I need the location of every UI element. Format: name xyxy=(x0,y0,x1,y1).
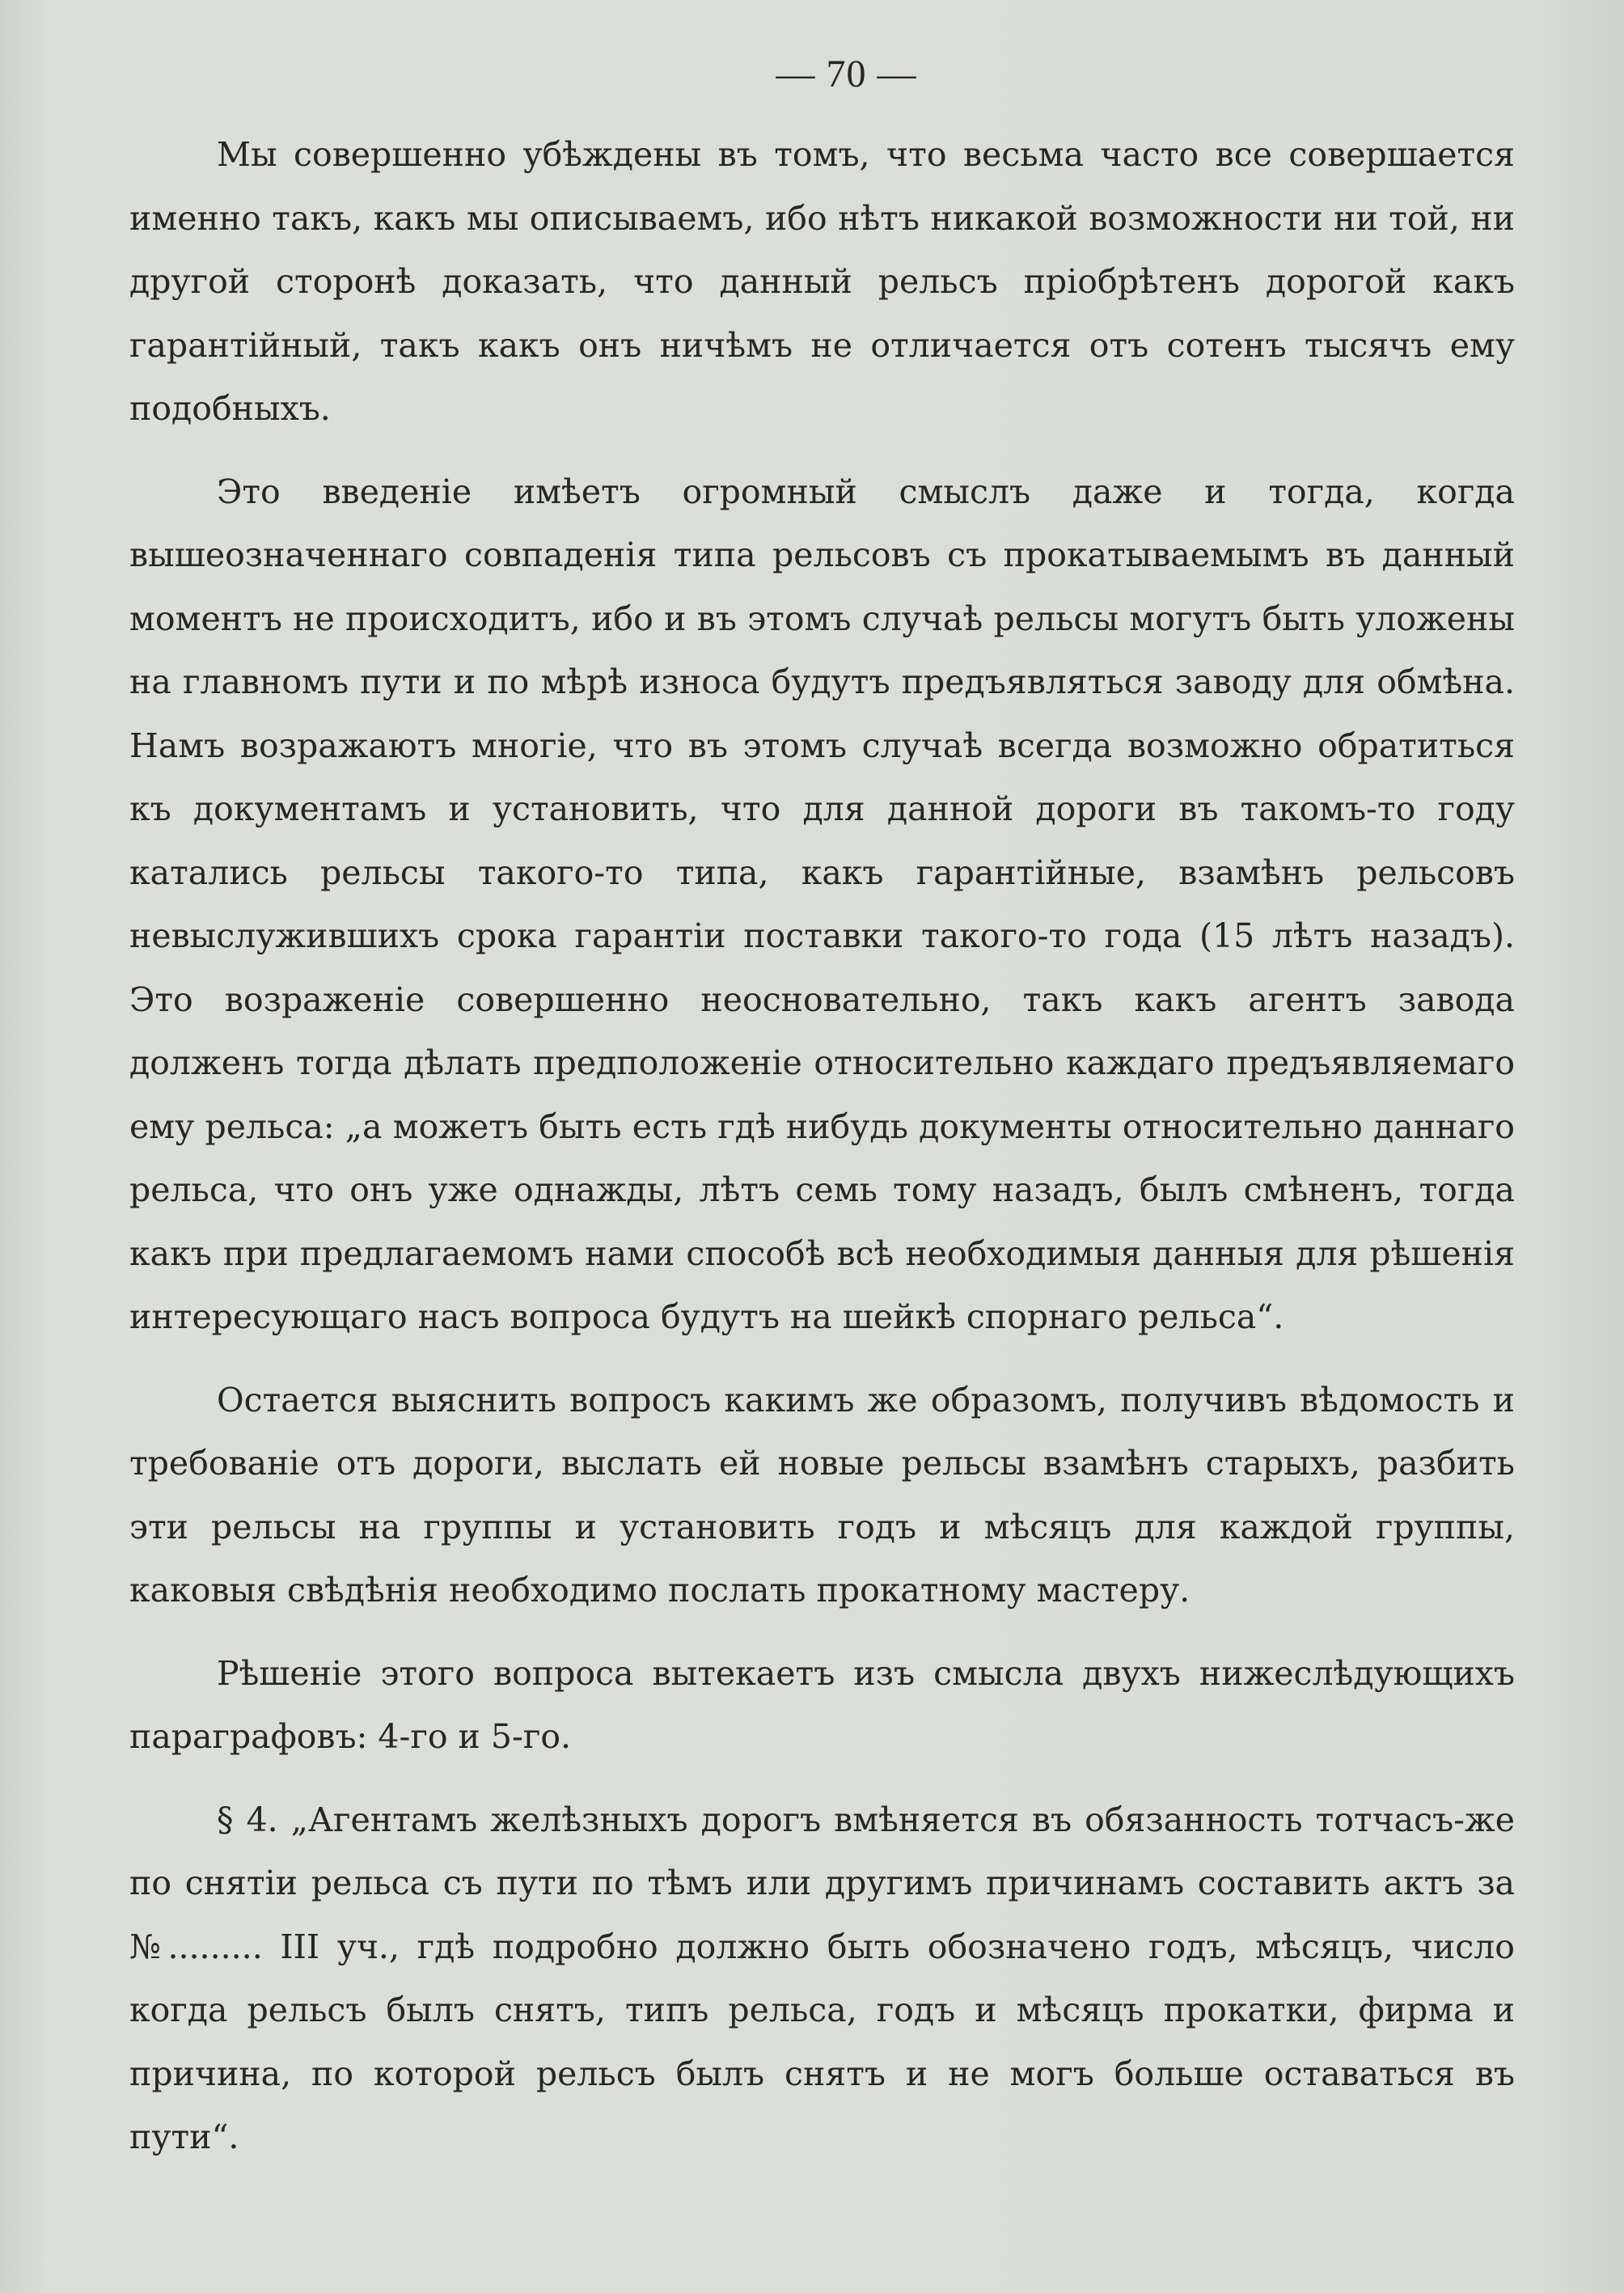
paragraph-5: § 4. „Агентамъ желѣзныхъ дорогъ вмѣняется въ обязанность тотчасъ-же по снятіи рельса съ пути по тѣмъ или другимъ причинамъ составить актъ за №......... III уч., гдѣ подробно должно быть обозначено годъ, мѣсяцъ, число когда рельсъ былъ снятъ, типъ рельса, годъ и мѣсяцъ прокатки, фирма и причина, по которой рельсъ былъ снятъ и не могъ больше оставаться въ пути“. xyxy=(129,1800,1515,2156)
paragraph-1: Мы совершенно убѣждены въ томъ, что весьма часто все совершается именно такъ, какъ мы описываемъ, ибо нѣтъ никакой возможности ни той, ни другой сторонѣ доказать, что данный рельсъ пріобрѣтенъ дорогой какъ гарантійный, такъ какъ онъ ничѣмъ не отличается отъ сотенъ тысячъ ему подобныхъ. xyxy=(129,135,1515,428)
body-text xyxy=(129,123,1515,2169)
page-number: — 70 — xyxy=(776,53,917,95)
paragraph-4: Рѣшеніе этого вопроса вытекаетъ изъ смысла двухъ нижеслѣдующихъ параграфовъ: 4-го и 5-го. xyxy=(129,1653,1515,1756)
paragraph-2: Это введеніе имѣетъ огромный смыслъ даже и тогда, когда вышеозначеннаго совпаденія типа рельсовъ съ прокатываемымъ въ данный моментъ не происходитъ, ибо и въ этомъ случаѣ рельсы могутъ быть уложены на главномъ пути и по мѣрѣ износа будутъ предъявляться заводу для обмѣна. Намъ возражаютъ многіе, что въ этомъ случаѣ всегда возможно обратиться къ документамъ и установить, что для данной дороги въ такомъ-то году катались рельсы такого-то типа, какъ гарантійные, взамѣнъ рельсовъ невыслужившихъ срока гарантіи поставки такого-то года (15 лѣтъ назадъ). Это возраженіе совершенно неосновательно, такъ какъ агентъ завода долженъ тогда дѣлать предположеніе относительно каждаго предъявляемаго ему рельса: „а можетъ быть есть гдѣ нибудь документы относительно даннаго рельса, что онъ уже однажды, лѣтъ семь тому назадъ, былъ смѣненъ, тогда какъ при предлагаемомъ нами способѣ всѣ необходимыя данныя для рѣшенія интересующаго насъ вопроса будутъ на шейкѣ спорнаго рельса“. xyxy=(129,472,1515,1336)
paragraph-3: Остается выяснить вопросъ какимъ же образомъ, получивъ вѣдомость и требованіе отъ дороги, выслать ей новые рельсы взамѣнъ старыхъ, разбить эти рельсы на группы и установить годъ и мѣсяцъ для каждой группы, каковыя свѣдѣнія необходимо послать прокатному мастеру. xyxy=(129,1380,1515,1610)
